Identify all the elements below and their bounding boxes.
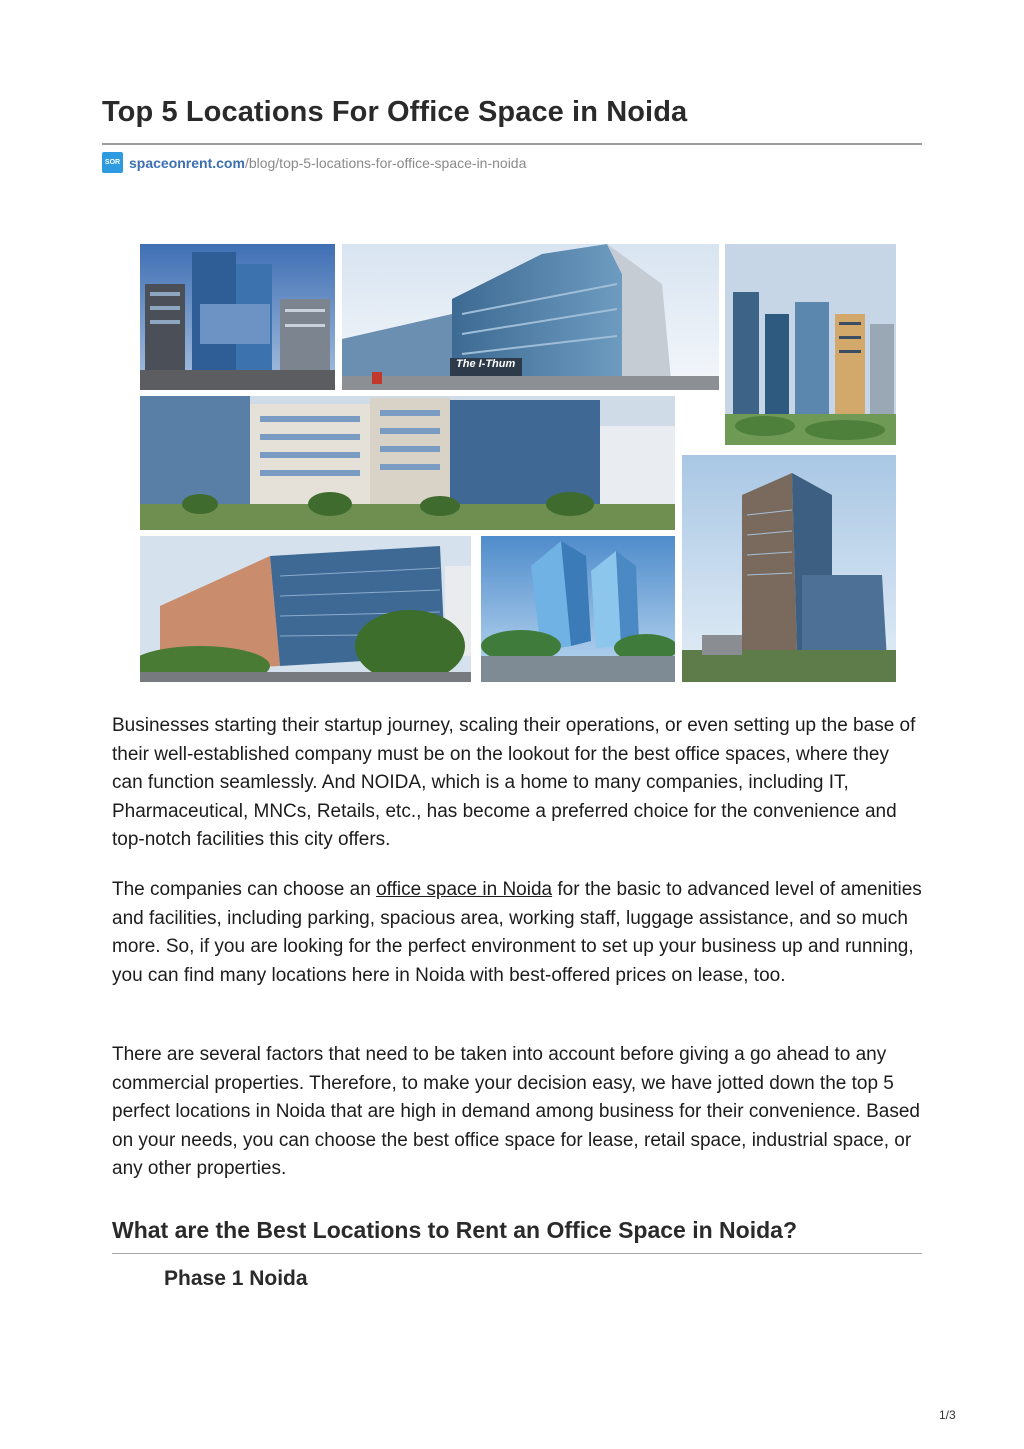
site-logo-icon: SOR (102, 152, 123, 173)
collage-photo-glass-tower (682, 455, 896, 682)
collage-photo-twisted-towers (481, 536, 675, 682)
section-heading: What are the Best Locations to Rent an Office Space in Noida? (112, 1217, 797, 1243)
collage-photo-tall-towers (725, 244, 896, 445)
collage-photo-i-thum-building (342, 244, 719, 390)
page-number: 1/3 (939, 1408, 956, 1422)
title-divider (102, 143, 922, 145)
source-domain[interactable]: spaceonrent.com (129, 154, 245, 171)
intro-paragraph: Businesses starting their startup journey, scaling their operations, or even setting up the base of their well-established company must be on the lookout for the best office spaces, where they can function seamlessly. And NOIDA, which is a home to many companies, including IT, Pharmaceutical, MNCs, Retails, etc., has become a preferred choice for the convenience and top-notch facilities this city offers. (112, 715, 916, 851)
amenities-text-before: The companies can choose an (112, 879, 377, 900)
source-path[interactable]: /blog/top-5-locations-for-office-space-in-noida (244, 154, 527, 171)
factors-paragraph: There are several factors that need to be taken into account before giving a go ahead to any commercial properties. Therefore, to make your decision easy, we have jotted down the top 5 perfect locations in Noida that are high in demand among business for their convenience. Based on your needs, you can choose the best office space for lease, retail space, industrial space, or any other properties. (112, 1044, 920, 1180)
office-space-noida-link[interactable]: office space in Noida (376, 879, 553, 900)
collage-photo-tower-cluster (140, 244, 335, 390)
section-divider (112, 1253, 922, 1254)
amenities-text-after: for the basic to advanced level of amenities and facilities, including parking, spacious area, working staff, luggage assistance, and so much more. So, if you are looking for the perfect environment to set up your business up and running, you can find many locations here in Noida with best-offered prices on lease, too. (112, 879, 922, 986)
collage-photo-corner-building (140, 536, 471, 682)
source-line[interactable] (102, 152, 526, 173)
collage-photo-office-campus (140, 396, 675, 530)
building-sign-text: The I-Thum (456, 358, 516, 370)
subsection-heading: Phase 1 Noida (164, 1267, 308, 1290)
article-title: Top 5 Locations For Office Space in Noida (102, 96, 688, 128)
amenities-paragraph (112, 876, 922, 990)
